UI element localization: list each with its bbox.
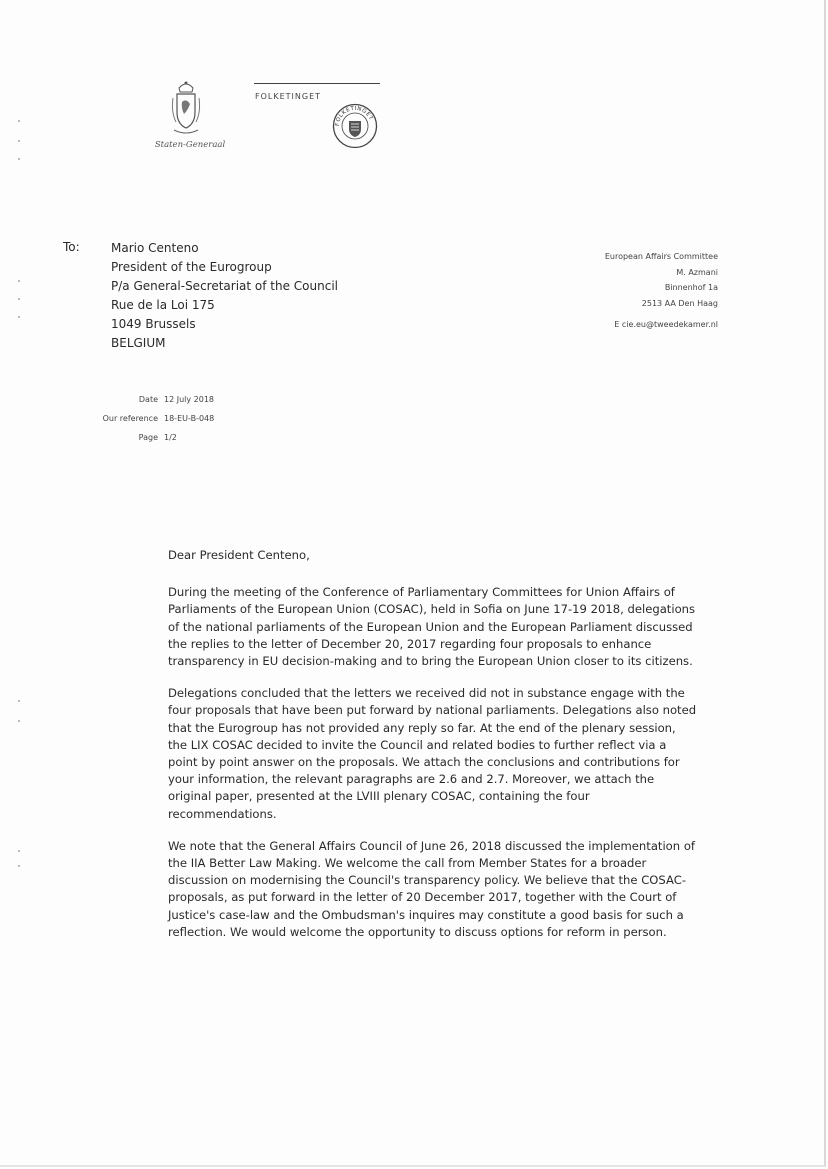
- recipient-line: President of the Eurogroup: [111, 260, 272, 274]
- sender-street: Binnenhof 1a: [664, 283, 718, 292]
- recipient-line: P/a General-Secretariat of the Council: [111, 279, 339, 293]
- meta-page-row: [90, 428, 214, 447]
- seal-text: FOLKETINGET: [334, 105, 374, 127]
- letter-body: [168, 547, 698, 956]
- recipient-line: 1049 Brussels: [111, 317, 196, 331]
- recipient-address: [111, 239, 338, 353]
- meta-date-row: [90, 390, 214, 409]
- recipient-line: BELGIUM: [111, 336, 166, 350]
- sender-city: 2513 AA Den Haag: [641, 298, 718, 308]
- meta-page-label: Page: [138, 433, 158, 442]
- sender-email: E cie.eu@tweedekamer.nl: [614, 320, 718, 329]
- sender-name: M. Azmani: [676, 267, 718, 277]
- sender-address: [605, 249, 718, 333]
- meta-date-label: Date: [138, 395, 158, 404]
- meta-reference-value: 18-EU-B-048: [164, 414, 215, 423]
- body-paragraph: We note that the General Affairs Council of June 26, 2018 discussed the implementation of the IIA Better Law Making. We welcome the call from Member States for a broader discussion on modernising the Council's transparency policy. We believe that the COSAC-proposals, as put forward in the letter of 20 December 2017, together with the Court of Justice's case-law and the Ombudsman's inquires may constitute a good basis for such a reflection. We would welcome the opportunity to discuss options for reform in person.: [168, 838, 695, 939]
- crest-label: Staten-Generaal: [154, 140, 226, 150]
- folketinget-seal-icon: [332, 103, 378, 149]
- meta-date-value: 12 July 2018: [164, 395, 215, 404]
- sender-committee: European Affairs Committee: [604, 252, 718, 261]
- to-label: To:: [63, 240, 80, 254]
- body-paragraph: Delegations concluded that the letters we received did not in substance engage with the four proposals that have been put forward by national parliaments. Delegations also noted that the Eurogroup has not provided any reply so far. At the end of the plenary session, the LIX COSAC decided to invite the Council and related bodies to further reflect via a point by point answer on the proposals. We attach the conclusions and contributions for your information, the relevant paragraphs are 2.6 and 2.7. Moreover, we attach the original paper, presented at the LVIII plenary COSAC, containing the four recommendations.: [168, 686, 697, 821]
- letter-meta: [90, 390, 214, 447]
- meta-reference-label: Our reference: [102, 414, 158, 423]
- meta-page-value: 1/2: [164, 433, 177, 442]
- recipient-line: Rue de la Loi 175: [111, 298, 215, 312]
- body-paragraph: During the meeting of the Conference of Parliamentary Committees for Union Affairs of Parliaments of the European Union (COSAC), held in Sofia on June 17-19 2018, delegations of the national parliaments of the European Union and the European Parliament discussed the replies to the letter of December 20, 2017 regarding four proposals to enhance transparency in EU decision-making and to bring the European Union closer to its citizens.: [168, 585, 696, 669]
- staten-generaal-crest-icon: [168, 78, 204, 140]
- meta-reference-row: [90, 409, 214, 428]
- folketinget-rule: [254, 83, 380, 84]
- recipient-line: Mario Centeno: [111, 241, 199, 255]
- folketinget-label: FOLKETINGET: [255, 92, 322, 101]
- salutation: Dear President Centeno,: [168, 548, 310, 562]
